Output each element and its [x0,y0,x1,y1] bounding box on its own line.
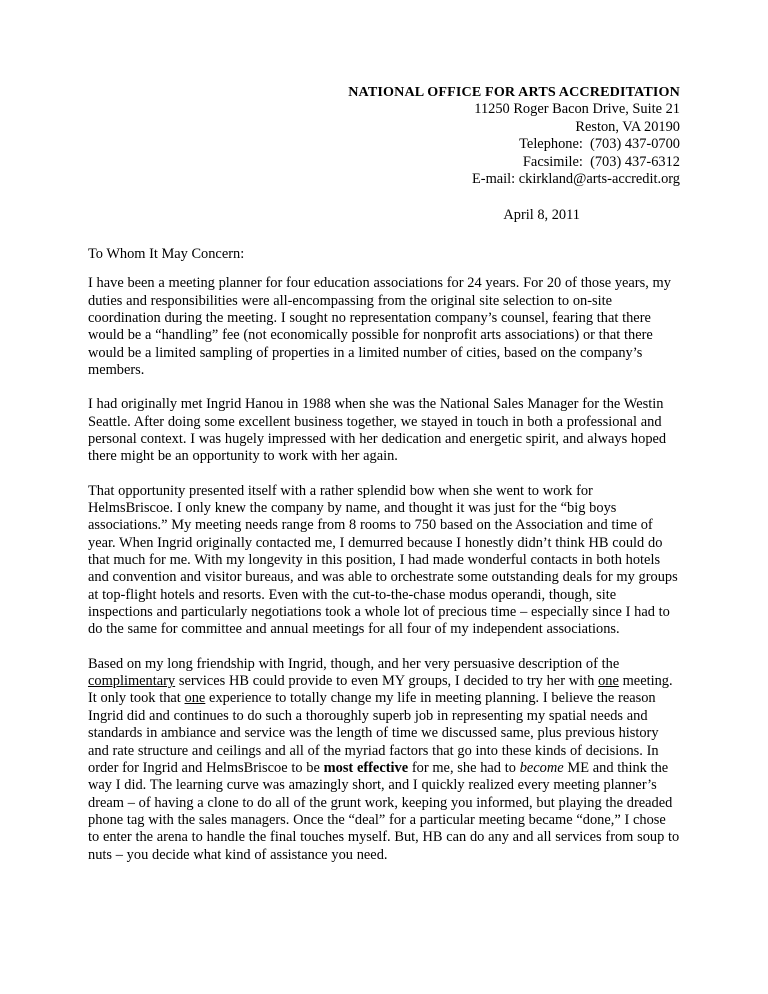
bold-phrase-most-effective: most effective [323,759,409,776]
paragraph-4-run-5: for me, she had to [408,759,520,776]
letterhead [88,84,680,188]
letterhead-telephone: Telephone: (703) 437-0700 [519,136,680,153]
underlined-word-complimentary: complimentary [88,673,176,690]
letterhead-city-state-zip: Reston, VA 20190 [575,118,680,135]
letterhead-organization-name: NATIONAL OFFICE FOR ARTS ACCREDITATION [348,84,680,100]
body-paragraph-2: I had originally met Ingrid Hanou in 1988 when she was the National Sales Manager for the Westin Seattle. After doing some excellent business together, we stayed in touch in both a professional and personal context. I was hugely impressed with her dedication and energetic spirit, and always hoped there might be an opportunity to work with her again. [88,396,667,465]
paragraph-4-run-1: Based on my long friendship with Ingrid, though, and her very persuasive description of the [88,655,620,672]
body-paragraph-1: I have been a meeting planner for four education associations for 24 years. For 20 of those years, my duties and responsibilities were all-encompassing from the original site selection to on-site coordination during the meeting. I sought no representation company’s counsel, fearing that there would be a “handling” fee (not economically possible for nonprofit arts associations) or that there would be a limited sampling of properties in a limited number of cities, based on the company’s members. [88,275,671,378]
letter-date: April 8, 2011 [503,207,580,224]
letterhead-facsimile: Facsimile: (703) 437-6312 [522,153,680,170]
letter-content [88,84,680,864]
paragraph-4-run-6: ME and think the way I did. The learning curve was amazingly short, and I quickly realized every meeting planner’s dream – of having a clone to do all of the grunt work, keeping you informed, but playing the dreaded phone tag with the sales managers. Once the “deal” for a particular meeting became “done,” I chose to enter the arena to handle the final touches myself. But, HB can do any and all services from soup to nuts – you decide what kind of assistance you need. [88,759,680,863]
letterhead-street-address: 11250 Roger Bacon Drive, Suite 21 [474,101,680,118]
letterhead-email: E-mail: ckirkland@arts-accredit.org [472,171,680,188]
body-paragraph-3: That opportunity presented itself with a rather splendid bow when she went to work for HelmsBriscoe. I only knew the company by name, and thought it was just for the “big boys associations.” My meeting needs range from 8 rooms to 750 based on the Association and time of year. When Ingrid originally contacted me, I demurred because I honestly didn’t think HB could do that much for me. With my longevity in this position, I had made wonderful contacts in both hotels and convention and visitor bureaus, and was able to orchestrate some outstanding deals for my groups at top-flight hotels and resorts. Even with the cut-to-the-chase modus operandi, though, site inspections and particularly negotiations took a whole lot of precious time – especially since I had to do the same for committee and annual meetings for all four of my independent associations. [88,482,678,638]
letter-body [88,275,680,864]
underlined-word-one-first: one [598,673,619,690]
paragraph-4-run-3: meeting. It only took that [88,673,673,707]
body-paragraph-4 [88,656,680,864]
italic-word-become: become [519,759,564,776]
paragraph-4-run-4: experience to totally change my life in meeting planning. I believe the reason Ingrid did and continues to do such a thoroughly superb job in representing my spatial needs and standards in ambiance and service was the length of time we discussed same, plus previous history and rate structure and ceilings and all of the myriad factors that go into these kinds of decisions. In order for Ingrid and HelmsBriscoe to be [88,690,659,776]
underlined-word-one-second: one [184,690,206,707]
letter-salutation: To Whom It May Concern: [88,245,245,262]
paragraph-4-run-2: services HB could provide to even MY groups, I decided to try her with [175,673,599,690]
